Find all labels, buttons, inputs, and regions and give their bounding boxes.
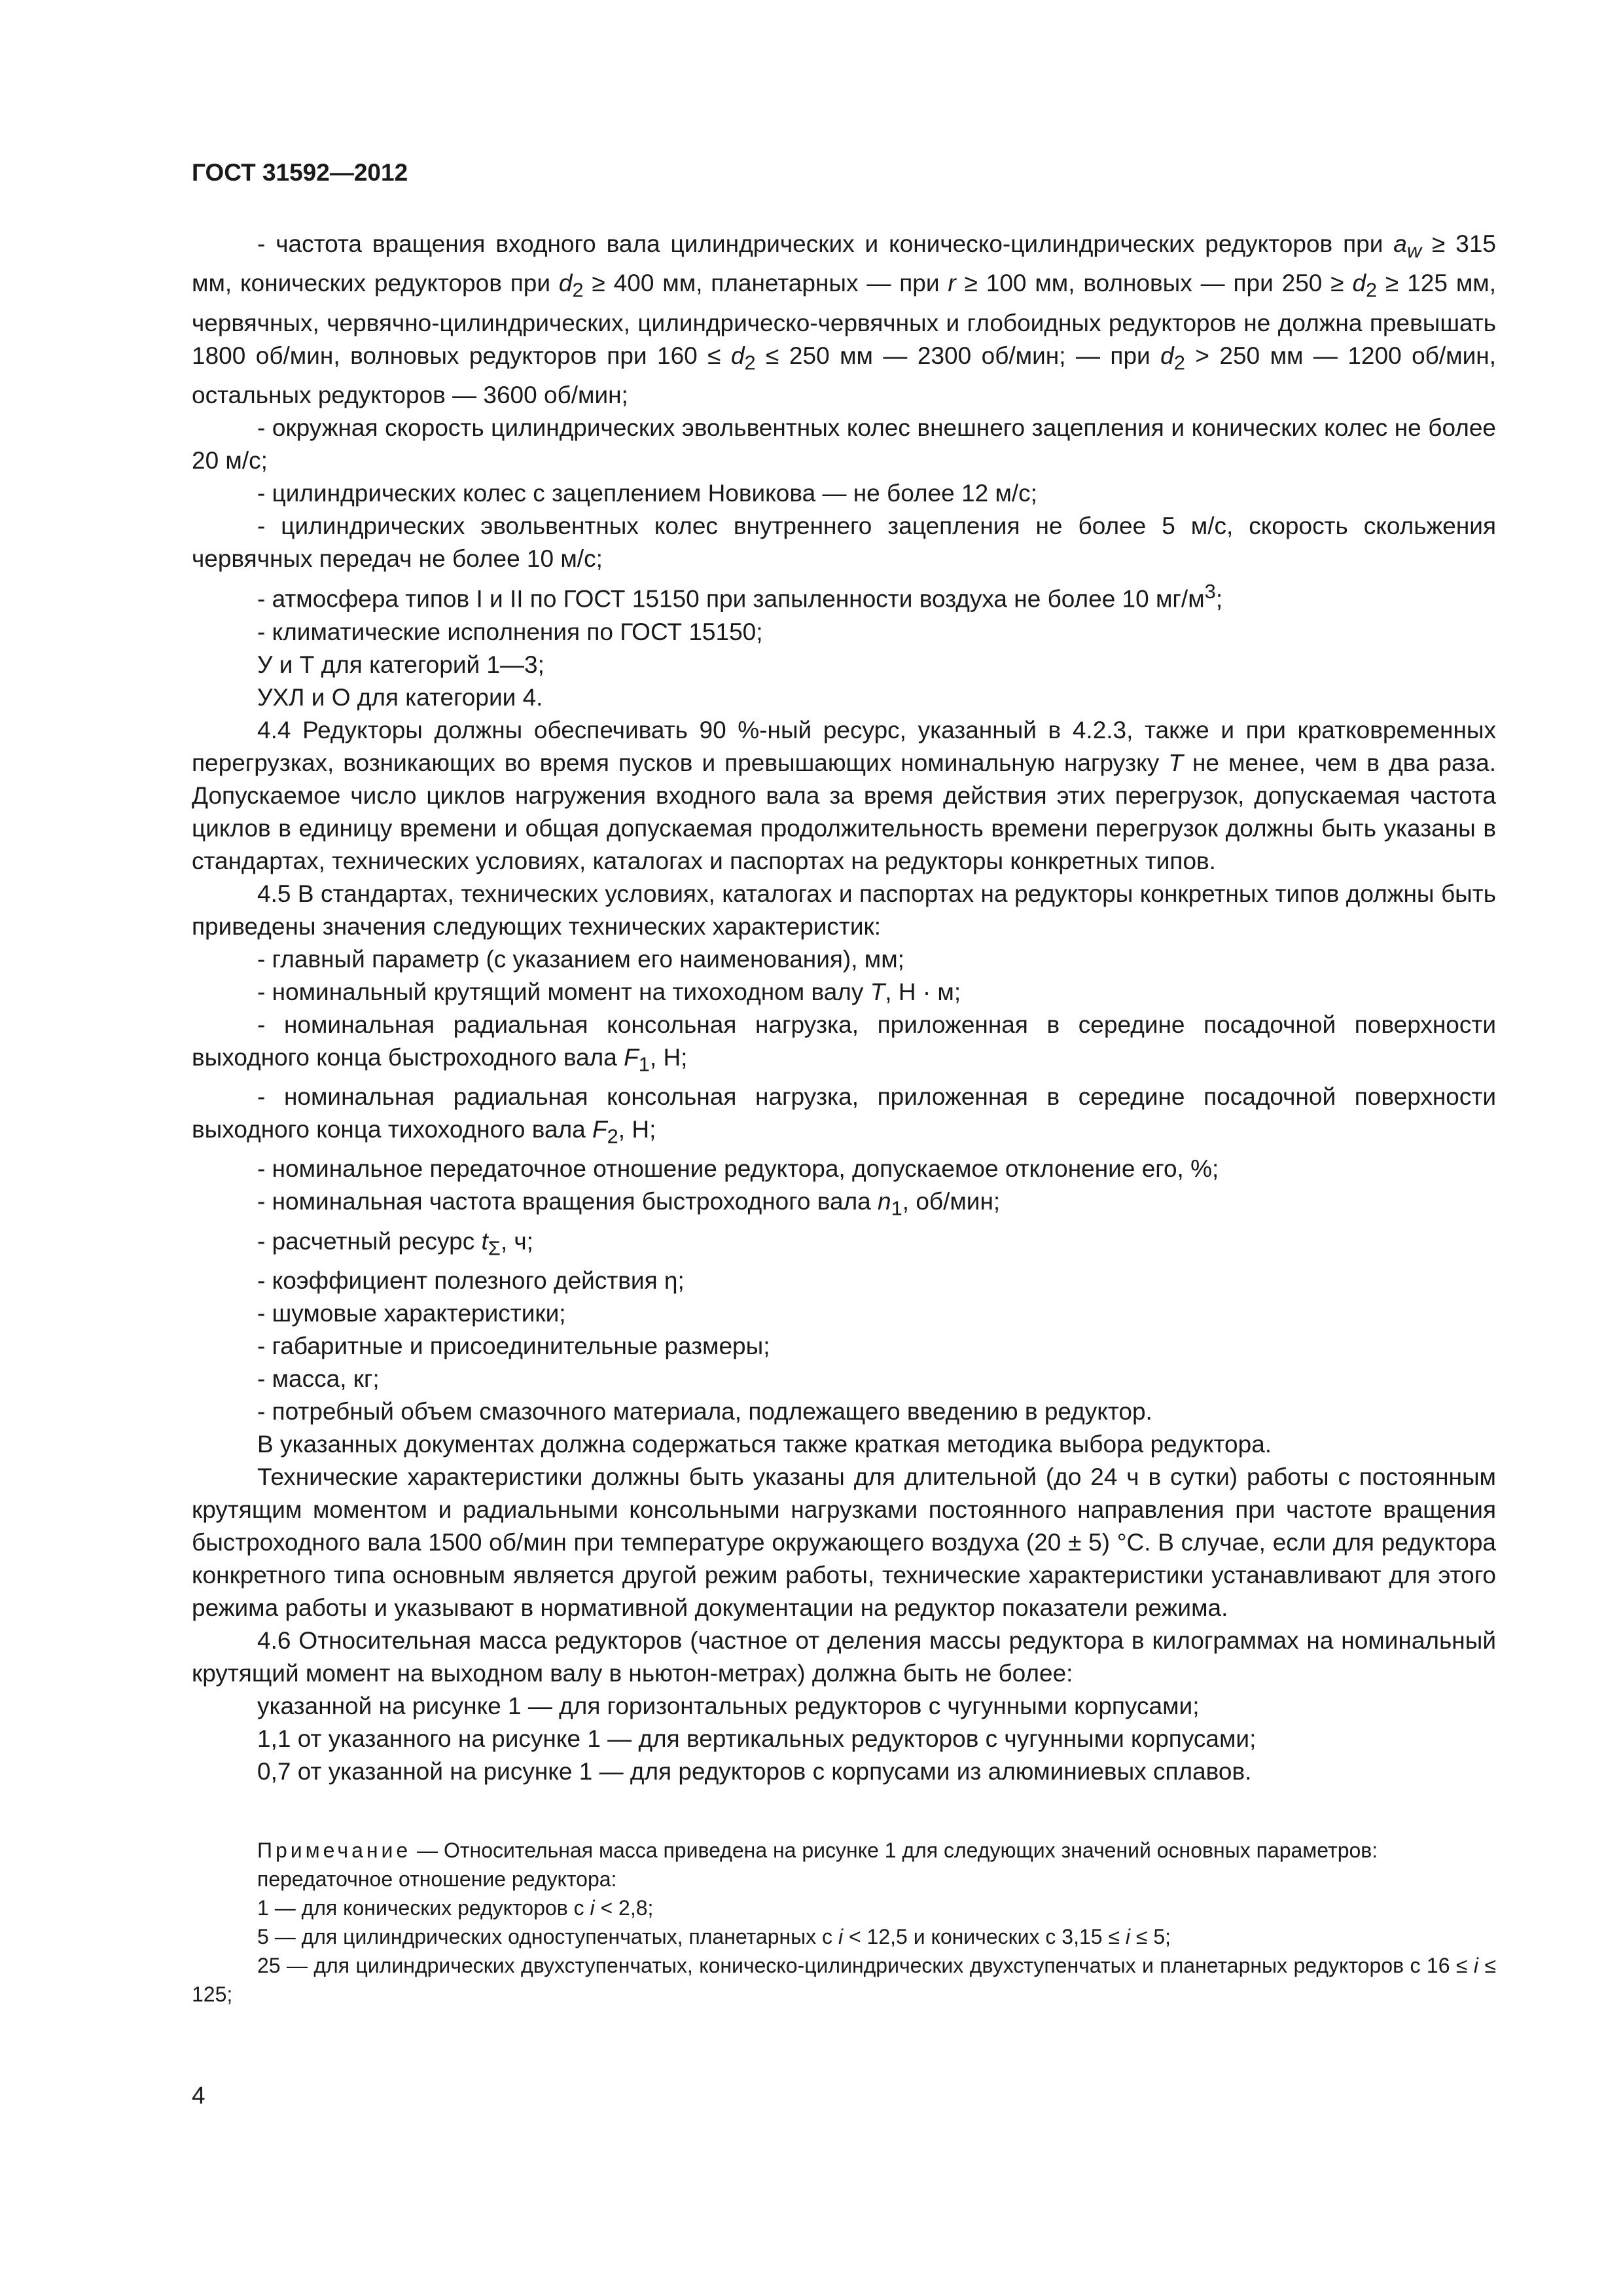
text-run: ≥ 100 мм, волновых — при 250 ≥ [955, 270, 1353, 297]
page-number: 4 [192, 2082, 205, 2109]
text-run: УХЛ и О для категории 4. [257, 683, 543, 711]
text-run: - цилиндрических эвольвентных колес внутреннего зацепления не более 5 м/с, скорость скольжения червячных передач не более 10 м/с; [192, 512, 1496, 573]
text-run: i [838, 1925, 844, 1948]
body-text [192, 228, 1496, 1788]
text-run: ≥ 315 мм, конических редукторов при [192, 230, 1496, 297]
text-run: > 250 мм — 1200 об/мин, остальных редукторов — 3600 об/мин; [192, 342, 1496, 409]
paragraph [192, 1690, 1496, 1723]
text-run: ≤ 5; [1130, 1925, 1171, 1948]
text-run: d [1160, 342, 1174, 369]
text-run: - номинальная частота вращения быстроходного вала [257, 1188, 878, 1215]
text-run: F [624, 1043, 639, 1071]
text-run: < 12,5 и конических с 3,15 ≤ [843, 1925, 1126, 1948]
paragraph [192, 976, 1496, 1009]
text-run: - частота вращения входного вала цилиндрических и коническо-цилиндрических редукторов при [257, 230, 1394, 257]
text-run: - климатические исполнения по ГОСТ 15150; [257, 618, 763, 645]
text-run: - номинальное передаточное отношение редуктора, допускаемое отклонение его, %; [257, 1155, 1219, 1183]
text-run: - габаритные и присоединительные размеры; [257, 1333, 770, 1360]
text-run: w [1406, 239, 1422, 262]
document-header: ГОСТ 31592—2012 [192, 159, 408, 186]
text-run: i [1125, 1925, 1131, 1948]
paragraph [192, 477, 1496, 510]
text-run: 4.4 Редукторы должны обеспечивать 90 %-ный ресурс, указанный в 4.2.3, также и при кратковременных перегрузках, возникающих во время пусков и превышающих номинальную нагрузку [192, 716, 1496, 776]
paragraph [192, 681, 1496, 714]
text-run: 4.5 В стандартах, технических условиях, каталогах и паспортах на редукторы конкретных типов должны быть приведены значения следующих технических характеристик: [192, 880, 1496, 940]
paragraph [192, 1081, 1496, 1153]
text-run: ; [1215, 585, 1223, 613]
text-run: , об/мин; [902, 1188, 1001, 1215]
text-run: - номинальная радиальная консольная нагрузка, приложенная в середине посадочной поверхности выходного конца тихоходного вала [192, 1083, 1496, 1143]
text-run: У и Т для категорий 1—3; [257, 651, 544, 678]
paragraph [192, 1428, 1496, 1461]
text-run: 2 [1173, 351, 1185, 374]
paragraph [192, 1395, 1496, 1428]
text-run: 2 [572, 278, 584, 302]
paragraph [192, 714, 1496, 878]
text-run: 3 [1204, 580, 1216, 603]
paragraph [192, 1297, 1496, 1330]
note-paragraph [192, 1951, 1496, 2009]
text-run: 1,1 от указанного на рисунке 1 — для вертикальных редукторов с чугунными корпусами; [257, 1725, 1257, 1753]
text-run: , Н; [618, 1115, 656, 1143]
text-run: n [878, 1188, 891, 1215]
paragraph [192, 616, 1496, 649]
text-run: d [1352, 270, 1366, 297]
text-run: ≤ 250 мм — 2300 об/мин; — при [755, 342, 1161, 369]
paragraph [192, 878, 1496, 943]
paragraph [192, 943, 1496, 976]
text-run: i [590, 1896, 595, 1920]
paragraph [192, 1723, 1496, 1755]
text-run: - номинальный крутящий момент на тихоходном валу [257, 978, 870, 1005]
text-run: 0,7 от указанной на рисунке 1 — для редукторов с корпусами из алюминиевых сплавов. [257, 1758, 1252, 1785]
text-run: - расчетный ресурс [257, 1227, 482, 1255]
text-run: d [730, 342, 745, 369]
text-run: , Н · м; [885, 978, 961, 1005]
text-run: передаточное отношение редуктора: [257, 1867, 617, 1891]
text-run: , Н; [649, 1043, 688, 1071]
text-run: Технические характеристики должны быть указаны для длительной (до 24 ч в сутки) работы с постоянным крутящим моментом и радиальными консольными нагрузками постоянного направления при частоте вращения быстроходного вала 1500 об/мин при температуре окружающего воздуха (20 ± 5) °С. В случае, если для редуктора конкретного типа основным является другой режим работы, технические характеристики устанавливают для этого режима работы и указывают в нормативной документации на редуктор показатели режима. [192, 1463, 1496, 1622]
text-run: ≥ 125 мм, червячных, червячно-цилиндрических, цилиндрическо-червячных и глобоидных редукторов не должна превышать 1800 об/мин, волновых редукторов при 160 ≤ [192, 270, 1496, 369]
text-run: ≥ 400 мм, планетарных — при [583, 270, 948, 297]
text-run: 2 [1366, 278, 1378, 302]
note-paragraph [192, 1865, 1496, 1893]
text-run: - главный параметр (с указанием его наименования), мм; [257, 945, 904, 973]
text-run: - шумовые характеристики; [257, 1300, 566, 1327]
text-run: указанной на рисунке 1 — для горизонтальных редукторов с чугунными корпусами; [257, 1693, 1200, 1720]
text-run: - номинальная радиальная консольная нагрузка, приложенная в середине посадочной поверхности выходного конца быстроходного вала [192, 1011, 1496, 1071]
text-run: Примечание [257, 1839, 412, 1862]
text-run: не менее, чем в два раза. Допускаемое число циклов нагружения входного вала за время действия этих перегрузок, допускаемая частота циклов в единицу времени и общая допускаемая продолжительность времени перегрузок должны быть указаны в стандартах, технических условиях, каталогах и паспортах на редукторы конкретных типов. [192, 749, 1497, 874]
text-run: t [481, 1227, 488, 1255]
text-run: 1 — для конических редукторов с [257, 1896, 590, 1920]
text-run: - масса, кг; [257, 1365, 380, 1393]
text-run: i [1473, 1954, 1479, 1977]
text-run: - атмосфера типов I и II по ГОСТ 15150 при запыленности воздуха не более 10 мг/м [257, 585, 1205, 613]
text-run: - окружная скорость цилиндрических эвольвентных колес внешнего зацепления и конических колес не более 20 м/с; [192, 414, 1496, 475]
paragraph [192, 1363, 1496, 1395]
note-paragraph [192, 1893, 1496, 1922]
text-run: 1 [891, 1196, 902, 1220]
paragraph [192, 510, 1496, 575]
text-run: T [1168, 749, 1183, 776]
text-run: 1 [638, 1052, 650, 1075]
note-paragraph [192, 1922, 1496, 1951]
text-run: — Относительная масса приведена на рисунке 1 для следующих значений основных параметров: [411, 1839, 1378, 1862]
text-run: T [870, 978, 885, 1005]
text-run: d [558, 270, 573, 297]
note-paragraph [192, 1836, 1496, 1865]
text-run: 25 — для цилиндрических двухступенчатых, коническо-цилиндрических двухступенчатых и планетарных редукторов с 16 ≤ [257, 1954, 1474, 1977]
paragraph [192, 412, 1496, 477]
text-run: r [948, 270, 956, 297]
paragraph [192, 1755, 1496, 1788]
paragraph [192, 1461, 1496, 1624]
note-block [192, 1836, 1496, 2009]
text-run: В указанных документах должна содержаться также краткая методика выбора редуктора. [257, 1431, 1272, 1458]
paragraph [192, 1330, 1496, 1363]
text-run: a [1393, 230, 1407, 257]
text-run: ≤ 125; [192, 1954, 1497, 2006]
text-run: 4.6 Относительная масса редукторов (частное от деления массы редуктора в килограммах на номинальный крутящий момент на выходном валу в ньютон-метрах) должна быть не более: [192, 1627, 1496, 1687]
text-run: 2 [607, 1124, 618, 1148]
paragraph [192, 1153, 1496, 1185]
text-run: F [592, 1115, 607, 1143]
text-run: , ч; [500, 1227, 533, 1255]
text-run: 2 [744, 351, 756, 374]
text-run: Σ [488, 1236, 501, 1260]
paragraph [192, 1225, 1496, 1265]
paragraph [192, 1265, 1496, 1297]
paragraph [192, 1185, 1496, 1225]
text-run: - цилиндрических колес с зацеплением Новикова — не более 12 м/с; [257, 480, 1037, 507]
paragraph [192, 649, 1496, 681]
text-run: - коэффициент полезного действия η; [257, 1267, 685, 1295]
paragraph [192, 1009, 1496, 1081]
paragraph [192, 1624, 1496, 1690]
paragraph [192, 575, 1496, 615]
text-run: < 2,8; [594, 1896, 654, 1920]
paragraph [192, 228, 1496, 412]
text-run: - потребный объем смазочного материала, подлежащего введению в редуктор. [257, 1398, 1152, 1426]
text-run: 5 — для цилиндрических одноступенчатых, планетарных с [257, 1925, 838, 1948]
